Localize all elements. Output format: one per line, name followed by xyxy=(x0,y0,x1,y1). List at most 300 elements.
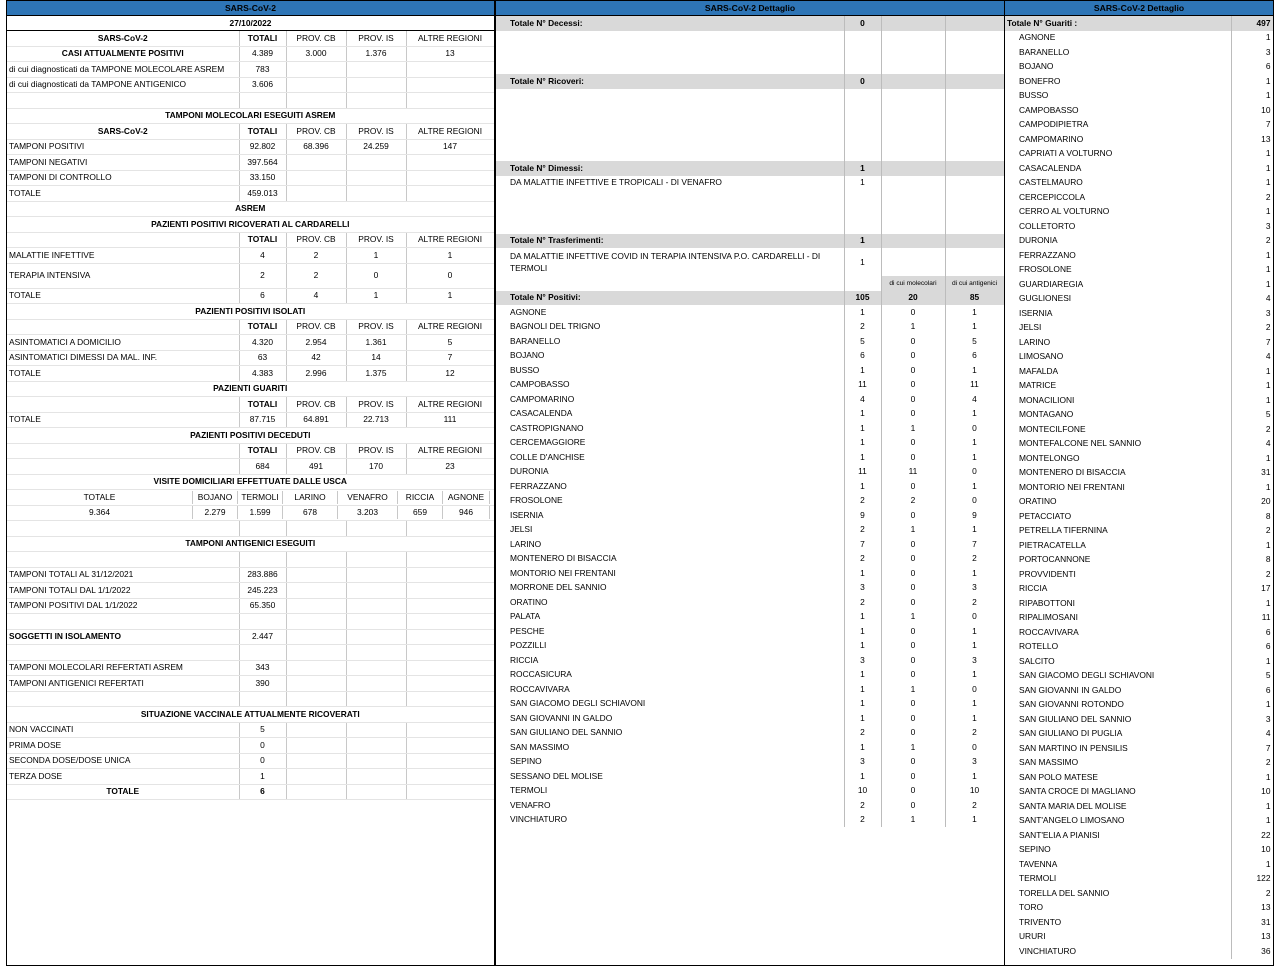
cell: 9 xyxy=(844,508,881,523)
cell: TOTALE xyxy=(7,288,239,304)
cell xyxy=(881,234,945,249)
cell: 1 xyxy=(945,436,1004,451)
cell: 5 xyxy=(406,335,494,351)
summary-row xyxy=(7,536,494,552)
cell: 0 xyxy=(881,769,945,784)
cell: 491 xyxy=(286,459,346,475)
cell: PRIMA DOSE xyxy=(7,738,239,754)
detail-row xyxy=(496,16,1004,31)
summary-row xyxy=(7,645,494,661)
recovered-count: 1 xyxy=(1231,147,1273,162)
cell: DA MALATTIE INFETTIVE COVID IN TERAPIA INTENSIVA P.O. CARDARELLI - DI TERMOLI xyxy=(496,248,844,276)
cell: SECONDA DOSE/DOSE UNICA xyxy=(7,753,239,769)
cell: 1 xyxy=(844,769,881,784)
cell xyxy=(286,738,346,754)
recovered-row xyxy=(1005,219,1273,234)
cell: 0 xyxy=(881,407,945,422)
cell: FERRAZZANO xyxy=(496,479,844,494)
cell xyxy=(346,660,406,676)
cell: 1 xyxy=(945,697,1004,712)
summary-row xyxy=(7,412,494,428)
cell: 0 xyxy=(881,566,945,581)
summary-row xyxy=(7,459,494,475)
recovered-row xyxy=(1005,741,1273,756)
cell: 343 xyxy=(239,660,286,676)
cell: NON VACCINATI xyxy=(7,722,239,738)
cell xyxy=(945,74,1004,89)
recovered-count: 1 xyxy=(1231,379,1273,394)
detail-table xyxy=(496,16,1005,827)
cell xyxy=(286,521,346,537)
summary-row xyxy=(7,62,494,78)
recovered-row xyxy=(1005,161,1273,176)
recovered-count: 2 xyxy=(1231,886,1273,901)
municipality: CAMPOBASSO xyxy=(1005,103,1231,118)
cell: 87.715 xyxy=(239,412,286,428)
detail-row xyxy=(496,176,1004,191)
municipality: PIETRACATELLA xyxy=(1005,538,1231,553)
recovered-count: 4 xyxy=(1231,292,1273,307)
cell xyxy=(286,676,346,692)
municipality: PETACCIATO xyxy=(1005,509,1231,524)
cell xyxy=(406,738,494,754)
cell: 3.000 xyxy=(286,46,346,62)
cell: ASINTOMATICI DIMESSI DA MAL. INF. xyxy=(7,350,239,366)
cell: 0 xyxy=(881,436,945,451)
recovered-row xyxy=(1005,132,1273,147)
cell: 1 xyxy=(881,610,945,625)
cell: PROV. CB xyxy=(286,319,346,335)
cell: 0 xyxy=(239,738,286,754)
recovered-row xyxy=(1005,915,1273,930)
cell xyxy=(286,62,346,78)
cell: 2 xyxy=(945,726,1004,741)
cell xyxy=(7,614,239,630)
cell xyxy=(406,62,494,78)
cell xyxy=(881,60,945,75)
cell xyxy=(346,521,406,537)
cell xyxy=(406,77,494,93)
recovered-row xyxy=(1005,582,1273,597)
summary-row xyxy=(7,691,494,707)
left-panel xyxy=(6,0,495,966)
cell: 0 xyxy=(881,552,945,567)
right-panel xyxy=(1004,0,1274,966)
recovered-count: 10 xyxy=(1231,843,1273,858)
cell: 1 xyxy=(945,320,1004,335)
cell: 3 xyxy=(945,581,1004,596)
cell xyxy=(945,132,1004,147)
cell: 0 xyxy=(844,74,881,89)
cell xyxy=(945,176,1004,191)
detail-row xyxy=(496,436,1004,451)
detail-row xyxy=(496,421,1004,436)
cell xyxy=(346,583,406,599)
summary-row xyxy=(7,263,494,288)
recovered-count: 4 xyxy=(1231,437,1273,452)
cell xyxy=(496,132,844,147)
recovered-row xyxy=(1005,176,1273,191)
summary-row xyxy=(7,397,494,413)
cell xyxy=(881,161,945,176)
recovered-count: 3 xyxy=(1231,219,1273,234)
recovered-count: 6 xyxy=(1231,683,1273,698)
summary-row xyxy=(7,77,494,93)
detail-row xyxy=(496,610,1004,625)
cell xyxy=(881,74,945,89)
cell: 2.996 xyxy=(286,366,346,382)
cell: 7 xyxy=(945,537,1004,552)
right-header: SARS-CoV-2 Dettaglio xyxy=(1005,1,1273,16)
cell: 1 xyxy=(844,566,881,581)
recovered-row xyxy=(1005,350,1273,365)
cell: di cui diagnosticati da TAMPONE ANTIGENICO xyxy=(7,77,239,93)
cell: 0 xyxy=(881,479,945,494)
recovered-row xyxy=(1005,190,1273,205)
cell: 10 xyxy=(844,784,881,799)
municipality: LARINO xyxy=(1005,335,1231,350)
cell: 92.802 xyxy=(239,139,286,155)
recovered-row xyxy=(1005,640,1273,655)
detail-row xyxy=(496,31,1004,46)
detail-row xyxy=(496,465,1004,480)
cell xyxy=(406,521,494,537)
recovered-row xyxy=(1005,857,1273,872)
cell: TAMPONI MOLECOLARI REFERTATI ASREM xyxy=(7,660,239,676)
cell: Totale N° Ricoveri: xyxy=(496,74,844,89)
recovered-count: 1 xyxy=(1231,857,1273,872)
cell xyxy=(346,552,406,568)
municipality: SANTA CROCE DI MAGLIANO xyxy=(1005,785,1231,800)
usca-value: 678 xyxy=(283,506,338,519)
cell: BAGNOLI DEL TRIGNO xyxy=(496,320,844,335)
recovered-count: 1 xyxy=(1231,799,1273,814)
cell: PROV. IS xyxy=(346,124,406,140)
cell xyxy=(945,234,1004,249)
cell: 3 xyxy=(945,653,1004,668)
municipality: URURI xyxy=(1005,930,1231,945)
municipality: PROVVIDENTI xyxy=(1005,567,1231,582)
cell xyxy=(346,614,406,630)
recovered-count: 1 xyxy=(1231,277,1273,292)
usca-value: TOTALE xyxy=(7,491,193,504)
cell: LARINO xyxy=(496,537,844,552)
recovered-count: 3 xyxy=(1231,45,1273,60)
cell xyxy=(286,93,346,109)
cell xyxy=(945,219,1004,234)
municipality: TORO xyxy=(1005,901,1231,916)
cell: PROV. CB xyxy=(286,397,346,413)
recovered-count: 6 xyxy=(1231,60,1273,75)
cell: JELSI xyxy=(496,523,844,538)
recovered-count: 22 xyxy=(1231,828,1273,843)
cell xyxy=(406,629,494,645)
detail-row xyxy=(496,639,1004,654)
cell xyxy=(239,552,286,568)
cell: 245.223 xyxy=(239,583,286,599)
cell xyxy=(239,691,286,707)
cell xyxy=(7,232,239,248)
detail-row xyxy=(496,479,1004,494)
municipality: JELSI xyxy=(1005,321,1231,336)
cell xyxy=(496,205,844,220)
cell xyxy=(881,45,945,60)
detail-row xyxy=(496,711,1004,726)
cell: 22.713 xyxy=(346,412,406,428)
cell xyxy=(496,103,844,118)
cell: Totale N° Trasferimenti: xyxy=(496,234,844,249)
cell: 2.954 xyxy=(286,335,346,351)
municipality: CERRO AL VOLTURNO xyxy=(1005,205,1231,220)
cell: 5 xyxy=(844,334,881,349)
recovered-total-value: 497 xyxy=(1231,16,1273,31)
cell xyxy=(286,722,346,738)
recovered-row xyxy=(1005,654,1273,669)
middle-panel xyxy=(495,0,1005,966)
cell: 20 xyxy=(881,291,945,306)
cell: 7 xyxy=(844,537,881,552)
recovered-row xyxy=(1005,31,1273,46)
municipality: BUSSO xyxy=(1005,89,1231,104)
cell: 0 xyxy=(881,508,945,523)
usca-value: VENAFRO xyxy=(338,491,398,504)
detail-row xyxy=(496,726,1004,741)
cell: 0 xyxy=(881,334,945,349)
cell xyxy=(945,205,1004,220)
municipality: SALCITO xyxy=(1005,654,1231,669)
usca-value: 3.203 xyxy=(338,506,398,519)
summary-row xyxy=(7,474,494,490)
recovered-row xyxy=(1005,538,1273,553)
municipality: TAVENNA xyxy=(1005,857,1231,872)
detail-row xyxy=(496,74,1004,89)
recovered-count: 13 xyxy=(1231,930,1273,945)
cell: 1 xyxy=(844,740,881,755)
cell xyxy=(406,660,494,676)
cell: TOTALE xyxy=(7,784,239,800)
cell: MONTORIO NEI FRENTANI xyxy=(496,566,844,581)
cell: 397.564 xyxy=(239,155,286,171)
cell: 2 xyxy=(239,263,286,288)
cell xyxy=(286,691,346,707)
cell: 10 xyxy=(945,784,1004,799)
cell: 1 xyxy=(844,479,881,494)
usca-value: TERMOLI xyxy=(238,491,283,504)
cell xyxy=(881,248,945,276)
cell: 1 xyxy=(844,639,881,654)
recovered-count: 1 xyxy=(1231,74,1273,89)
recovered-count: 1 xyxy=(1231,596,1273,611)
cell xyxy=(7,319,239,335)
recovered-row xyxy=(1005,814,1273,829)
cell xyxy=(844,103,881,118)
recovered-row xyxy=(1005,379,1273,394)
cell: 63 xyxy=(239,350,286,366)
cell: ALTRE REGIONI xyxy=(406,319,494,335)
cell xyxy=(881,190,945,205)
cell: AGNONE xyxy=(496,305,844,320)
cell: PALATA xyxy=(496,610,844,625)
cell: TOTALI xyxy=(239,397,286,413)
recovered-row xyxy=(1005,785,1273,800)
recovered-count: 5 xyxy=(1231,669,1273,684)
cell: SEPINO xyxy=(496,755,844,770)
cell: 3 xyxy=(844,581,881,596)
cell: PESCHE xyxy=(496,624,844,639)
cell xyxy=(346,170,406,186)
cell: CASTROPIGNANO xyxy=(496,421,844,436)
recovered-row xyxy=(1005,89,1273,104)
recovered-count: 17 xyxy=(1231,582,1273,597)
detail-row xyxy=(496,523,1004,538)
cell: PROV. IS xyxy=(346,443,406,459)
detail-row xyxy=(496,349,1004,364)
cell xyxy=(881,205,945,220)
section-title: TAMPONI ANTIGENICI ESEGUITI xyxy=(7,536,494,552)
detail-row xyxy=(496,103,1004,118)
cell: 2 xyxy=(945,595,1004,610)
cell xyxy=(346,722,406,738)
cell: 0 xyxy=(881,581,945,596)
recovered-row xyxy=(1005,437,1273,452)
recovered-count: 1 xyxy=(1231,770,1273,785)
detail-row xyxy=(496,334,1004,349)
recovered-row xyxy=(1005,118,1273,133)
cell: 1 xyxy=(945,523,1004,538)
cell: 6 xyxy=(239,784,286,800)
cell xyxy=(346,62,406,78)
usca-cell xyxy=(7,490,494,506)
recovered-row xyxy=(1005,611,1273,626)
cell: 1 xyxy=(844,436,881,451)
recovered-row xyxy=(1005,495,1273,510)
cell: 1 xyxy=(844,176,881,191)
cell: 1 xyxy=(945,305,1004,320)
cell: 0 xyxy=(881,653,945,668)
usca-value: AGNONE xyxy=(443,491,490,504)
cell xyxy=(945,16,1004,31)
cell: 1 xyxy=(844,711,881,726)
cell xyxy=(881,16,945,31)
municipality: MONACILIONI xyxy=(1005,393,1231,408)
summary-row xyxy=(7,567,494,583)
summary-row xyxy=(7,583,494,599)
detail-row xyxy=(496,190,1004,205)
cell xyxy=(406,784,494,800)
municipality: DURONIA xyxy=(1005,234,1231,249)
cell: MONTENERO DI BISACCIA xyxy=(496,552,844,567)
recovered-count: 1 xyxy=(1231,451,1273,466)
cell: TOTALE xyxy=(7,366,239,382)
cell: ALTRE REGIONI xyxy=(406,443,494,459)
municipality: ORATINO xyxy=(1005,495,1231,510)
cell: di cui molecolari xyxy=(881,276,945,291)
cell: ALTRE REGIONI xyxy=(406,31,494,46)
summary-row xyxy=(7,139,494,155)
cell: 1 xyxy=(945,769,1004,784)
cell xyxy=(7,645,239,661)
cell: 1 xyxy=(945,566,1004,581)
municipality: PORTOCANNONE xyxy=(1005,553,1231,568)
cell: 1 xyxy=(844,161,881,176)
summary-row xyxy=(7,108,494,124)
cell xyxy=(7,397,239,413)
cell: 6 xyxy=(945,349,1004,364)
detail-row xyxy=(496,798,1004,813)
summary-row xyxy=(7,46,494,62)
cell: CERCEMAGGIORE xyxy=(496,436,844,451)
cell: TAMPONI POSITIVI DAL 1/1/2022 xyxy=(7,598,239,614)
cell: 9 xyxy=(945,508,1004,523)
recovered-count: 1 xyxy=(1231,205,1273,220)
cell: 2 xyxy=(844,523,881,538)
cell: TAMPONI POSITIVI xyxy=(7,139,239,155)
section-title: SITUAZIONE VACCINALE ATTUALMENTE RICOVERATI xyxy=(7,707,494,723)
cell: 0 xyxy=(881,798,945,813)
recovered-count: 1 xyxy=(1231,480,1273,495)
cell: PROV. IS xyxy=(346,31,406,46)
usca-value: LARINO xyxy=(283,491,338,504)
cell xyxy=(844,45,881,60)
recovered-count: 7 xyxy=(1231,118,1273,133)
cell: MALATTIE INFETTIVE xyxy=(7,248,239,264)
municipality: MONTELONGO xyxy=(1005,451,1231,466)
section-title: PAZIENTI POSITIVI RICOVERATI AL CARDARELLI xyxy=(7,217,494,233)
cell xyxy=(286,645,346,661)
recovered-row xyxy=(1005,683,1273,698)
recovered-row xyxy=(1005,944,1273,959)
municipality: CASACALENDA xyxy=(1005,161,1231,176)
cell xyxy=(406,583,494,599)
summary-row xyxy=(7,614,494,630)
cell xyxy=(844,190,881,205)
cell: TOTALE xyxy=(7,186,239,202)
municipality: SANT'ANGELO LIMOSANO xyxy=(1005,814,1231,829)
cell: 1 xyxy=(239,769,286,785)
cell: BUSSO xyxy=(496,363,844,378)
cell: 2 xyxy=(844,726,881,741)
cell xyxy=(844,89,881,104)
section-title: ASREM xyxy=(7,201,494,217)
summary-row xyxy=(7,505,494,521)
summary-row xyxy=(7,366,494,382)
cell: 2 xyxy=(881,494,945,509)
summary-row xyxy=(7,428,494,444)
cell xyxy=(945,60,1004,75)
recovered-row xyxy=(1005,828,1273,843)
recovered-row xyxy=(1005,480,1273,495)
summary-row xyxy=(7,722,494,738)
detail-row xyxy=(496,320,1004,335)
cell: 0 xyxy=(945,421,1004,436)
cell: SAN GIULIANO DEL SANNIO xyxy=(496,726,844,741)
recovered-row xyxy=(1005,74,1273,89)
cell xyxy=(346,93,406,109)
recovered-row xyxy=(1005,698,1273,713)
section-title: PAZIENTI POSITIVI ISOLATI xyxy=(7,304,494,320)
cell: ROCCASICURA xyxy=(496,668,844,683)
recovered-count: 1 xyxy=(1231,176,1273,191)
cell: TAMPONI TOTALI AL 31/12/2021 xyxy=(7,567,239,583)
cell: 1 xyxy=(881,682,945,697)
cell xyxy=(881,31,945,46)
cell: PROV. CB xyxy=(286,124,346,140)
summary-row xyxy=(7,784,494,800)
summary-row xyxy=(7,93,494,109)
recovered-count: 2 xyxy=(1231,234,1273,249)
cell xyxy=(881,132,945,147)
detail-row xyxy=(496,450,1004,465)
